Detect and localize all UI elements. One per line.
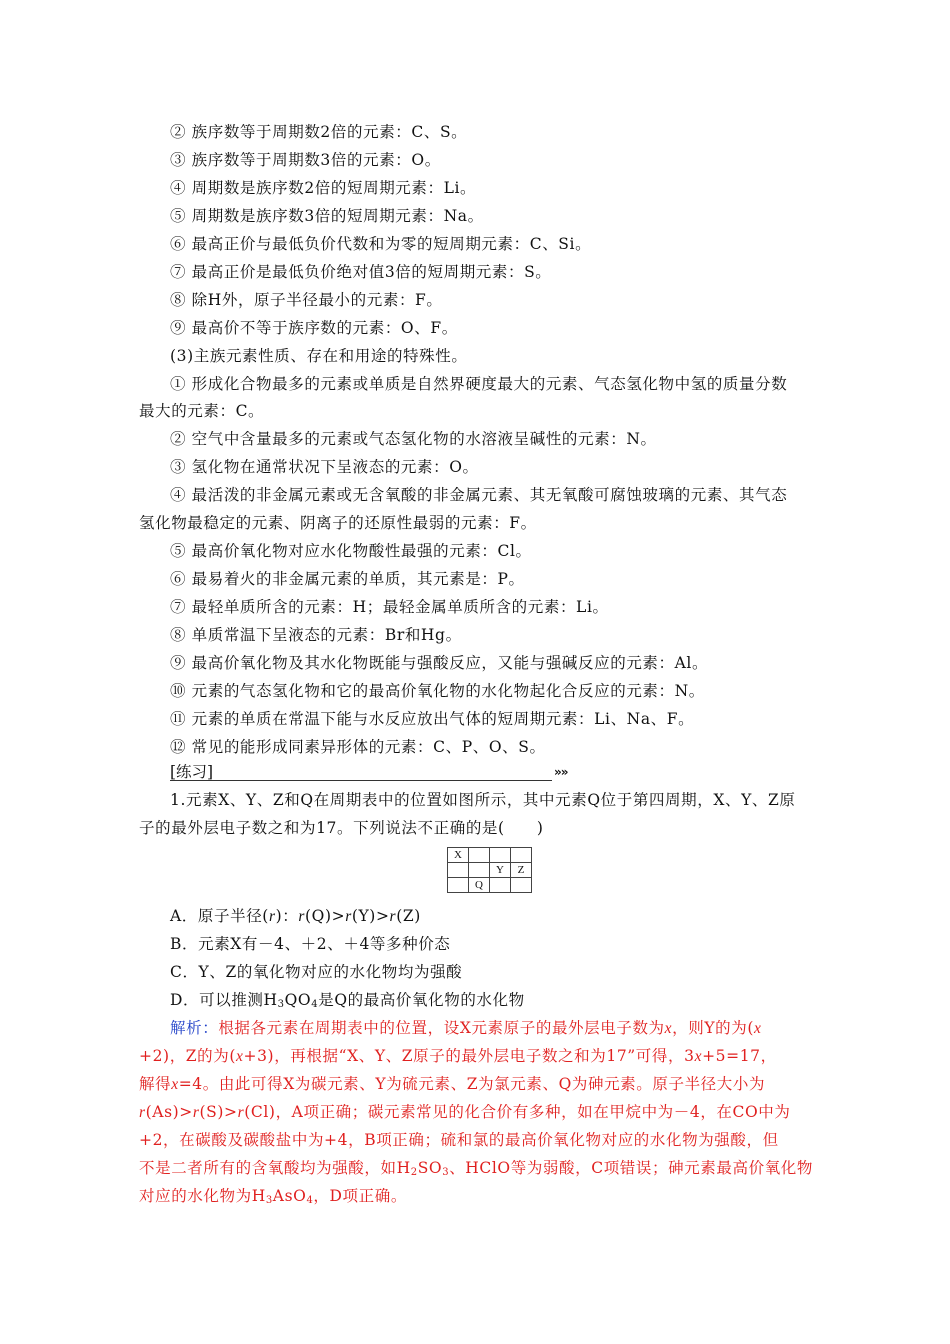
- option-c: C．Y、Z的氧化物对应的水化物均为强酸: [170, 963, 463, 981]
- item-line: ① 形成化合物最多的元素或单质是自然界硬度最大的元素、气态氢化物中氢的质量分数: [170, 375, 788, 393]
- item-line: ⑧ 除H外，原子半径最小的元素：F。: [170, 291, 443, 309]
- analysis-line: +2，在碳酸及碳酸盐中为+4，B项正确；硫和氯的最高价氧化物对应的水化物为强酸，但: [139, 1131, 779, 1149]
- analysis-line: 解得x=4。由此可得X为碳元素、Y为硫元素、Z为氯元素、Q为砷元素。原子半径大小为: [139, 1075, 766, 1093]
- item-line: ② 空气中含量最多的元素或气态氢化物的水溶液呈碱性的元素：N。: [170, 430, 657, 448]
- analysis-line: 解析：根据各元素在周期表中的位置，设X元素原子的最外层电子数为x，则Y的为(x: [170, 1019, 762, 1037]
- item-line: ⑤ 周期数是族序数3倍的短周期元素：Na。: [170, 207, 484, 225]
- item-line: ③ 族序数等于周期数3倍的元素：O。: [170, 151, 441, 169]
- grid-cell: Z: [511, 863, 532, 878]
- practice-header: [170, 763, 570, 781]
- grid-cell: [490, 878, 511, 893]
- item-line: ② 族序数等于周期数2倍的元素：C、S。: [170, 123, 468, 141]
- item-line: ⑧ 单质常温下呈液态的元素：Br和Hg。: [170, 626, 462, 644]
- question-stem: 1.元素X、Y、Z和Q在周期表中的位置如图所示，其中元素Q位于第四周期，X、Y、Z原: [170, 791, 796, 809]
- item-line: 氢化物最稳定的元素、阴离子的还原性最弱的元素：F。: [139, 514, 537, 532]
- periodic-table-grid: [447, 847, 532, 893]
- item-line: ⑪ 元素的单质在常温下能与水反应放出气体的短周期元素：Li、Na、F。: [170, 710, 695, 728]
- grid-cell: [448, 878, 469, 893]
- analysis-line: 不是二者所有的含氧酸均为强酸，如$H_2SO_3$、HClO等为弱酸，C项错误；砷元素最高价氧化物: [139, 1159, 813, 1178]
- grid-cell: [511, 878, 532, 893]
- practice-label: [练习]: [170, 763, 214, 781]
- practice-divider: [170, 780, 552, 781]
- chevron-right-icon: »»: [554, 765, 568, 779]
- option-a: A．原子半径(r)：r(Q)>r(Y)>r(Z): [170, 907, 421, 925]
- item-line: ⑥ 最高正价与最低负价代数和为零的短周期元素：C、Si。: [170, 235, 592, 253]
- option-b: B．元素X有－4、＋2、＋4等多种价态: [170, 935, 451, 953]
- item-line: ⑥ 最易着火的非金属元素的单质，其元素是：P。: [170, 570, 525, 588]
- option-d: D．可以推测$H_3QO_4$是Q的最高价氧化物的水化物: [170, 991, 525, 1010]
- grid-cell: X: [448, 848, 469, 863]
- section-heading: (3)主族元素性质、存在和用途的特殊性。: [170, 347, 468, 365]
- item-line: ⑦ 最轻单质所含的元素：H；最轻金属单质所含的元素：Li。: [170, 598, 609, 616]
- grid-cell: [469, 863, 490, 878]
- item-line: ⑤ 最高价氧化物对应水化物酸性最强的元素：Cl。: [170, 542, 532, 560]
- item-line: 最大的元素：C。: [139, 402, 265, 420]
- grid-cell: Q: [469, 878, 490, 893]
- item-line: ④ 最活泼的非金属元素或无含氧酸的非金属元素、其无氧酸可腐蚀玻璃的元素、其气态: [170, 486, 788, 504]
- grid-cell: Y: [490, 863, 511, 878]
- analysis-label: 解析：: [170, 1019, 219, 1037]
- item-line: ⑦ 最高正价是最低负价绝对值3倍的短周期元素：S。: [170, 263, 552, 281]
- item-line: ⑩ 元素的气态氢化物和它的最高价氧化物的水化物起化合反应的元素：N。: [170, 682, 705, 700]
- analysis-line: +2)，Z的为(x+3)，再根据“X、Y、Z原子的最外层电子数之和为17”可得，3x+5=17，: [139, 1047, 777, 1065]
- item-line: ⑨ 最高价氧化物及其水化物既能与强酸反应，又能与强碱反应的元素：Al。: [170, 654, 709, 672]
- grid-cell: [469, 848, 490, 863]
- grid-row: [448, 878, 532, 893]
- analysis-line: 对应的水化物为$H_3AsO_4$，D项正确。: [139, 1187, 407, 1206]
- grid-cell: [490, 848, 511, 863]
- item-line: ④ 周期数是族序数2倍的短周期元素：Li。: [170, 179, 477, 197]
- item-line: ⑨ 最高价不等于族序数的元素：O、F。: [170, 319, 458, 337]
- grid-row: [448, 848, 532, 863]
- analysis-line: r(As)>r(S)>r(Cl)，A项正确；碳元素常见的化合价有多种，如在甲烷中为－4，在CO中为: [139, 1103, 791, 1121]
- grid-cell: [511, 848, 532, 863]
- question-stem: 子的最外层电子数之和为17。下列说法不正确的是( ): [139, 819, 544, 837]
- grid-cell: [448, 863, 469, 878]
- item-line: ③ 氢化物在通常状况下呈液态的元素：O。: [170, 458, 479, 476]
- grid-row: [448, 863, 532, 878]
- item-line: ⑫ 常见的能形成同素异形体的元素：C、P、O、S。: [170, 738, 546, 756]
